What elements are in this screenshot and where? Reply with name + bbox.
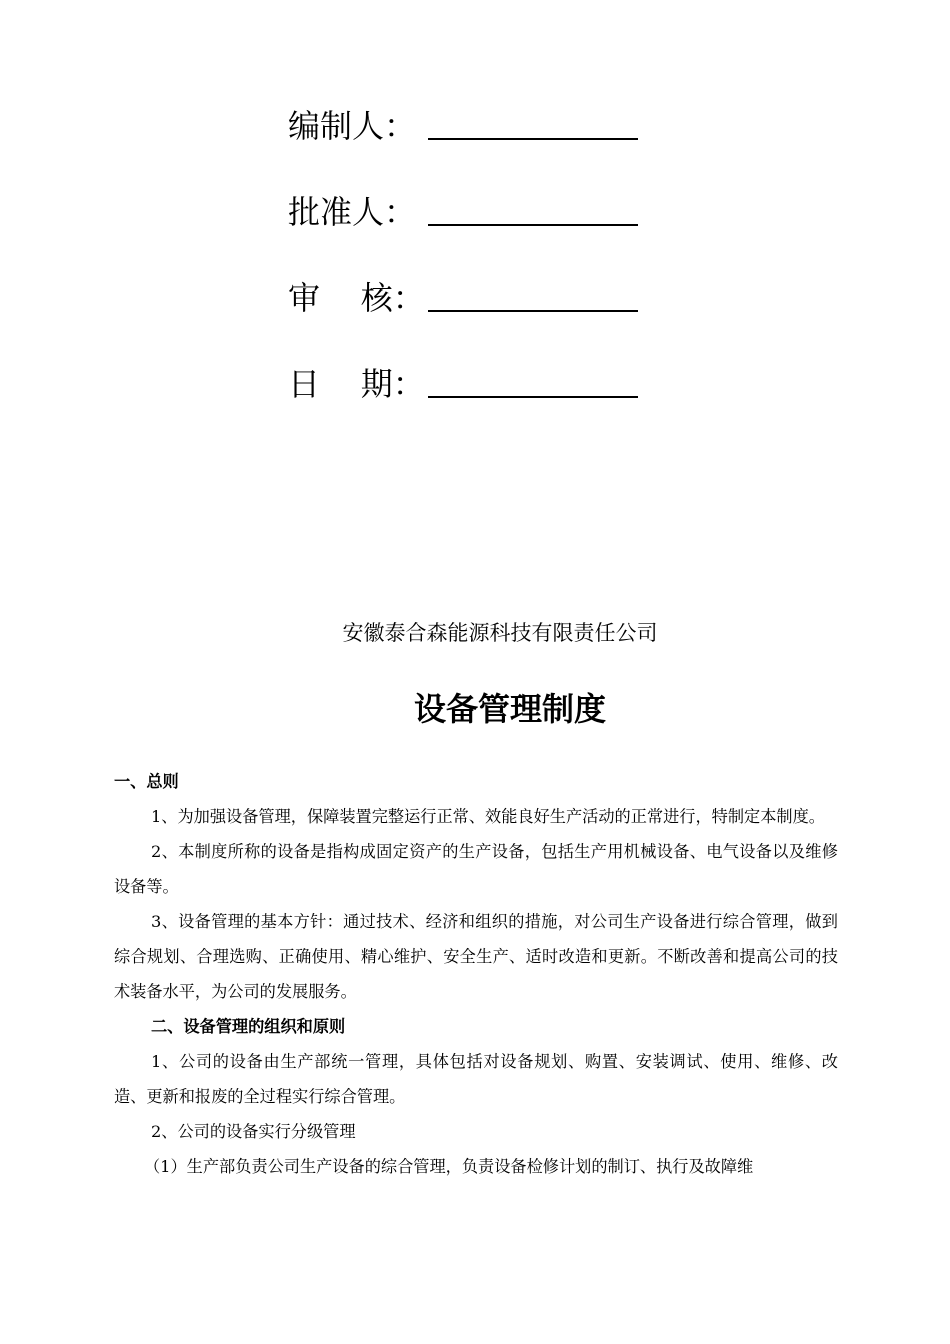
date-blank-line [428,396,638,398]
document-body [114,764,838,1184]
reviewer-blank-line [428,310,638,312]
signature-row-compiler [288,100,648,146]
section-1-paragraph-2: 2、本制度所称的设备是指构成固定资产的生产设备，包括生产用机械设备、电气设备以及维修设备等。 [114,842,838,896]
section-2-paragraph-2: 2、公司的设备实行分级管理 [151,1122,356,1141]
reviewer-label: 审 核： [288,279,425,317]
section-2-heading: 二、设备管理的组织和原则 [151,1017,346,1036]
section-1-paragraph-1: 1、为加强设备管理，保障装置完整运行正常、效能良好生产活动的正常进行，特制定本制度。 [151,807,825,826]
section-1-paragraph-3: 3、设备管理的基本方针：通过技术、经济和组织的措施，对公司生产设备进行综合管理，做到综合规划、合理选购、正确使用、精心维护、安全生产、适时改造和更新。不断改善和提高公司的技术装备水平，为公司的发展服务。 [114,912,838,1001]
section-2-paragraph-3: （1）生产部负责公司生产设备的综合管理，负责设备检修计划的制订、执行及故障维 [144,1157,754,1176]
signature-row-reviewer [288,272,648,318]
section-2-paragraph-1: 1、公司的设备由生产部统一管理，具体包括对设备规划、购置、安装调试、使用、维修、改造、更新和报废的全过程实行综合管理。 [114,1052,838,1106]
date-label: 日 期： [288,365,425,403]
signature-row-approver [288,186,648,232]
document-title: 设备管理制度 [413,690,606,728]
approver-blank-line [428,224,638,226]
section-1-heading: 一、总则 [114,772,179,791]
company-name: 安徽泰合森能源科技有限责任公司 [342,621,658,645]
compiler-blank-line [428,138,638,140]
compiler-label: 编制人： [288,107,417,145]
approver-label: 批准人： [288,193,417,231]
signature-row-date [288,358,648,404]
